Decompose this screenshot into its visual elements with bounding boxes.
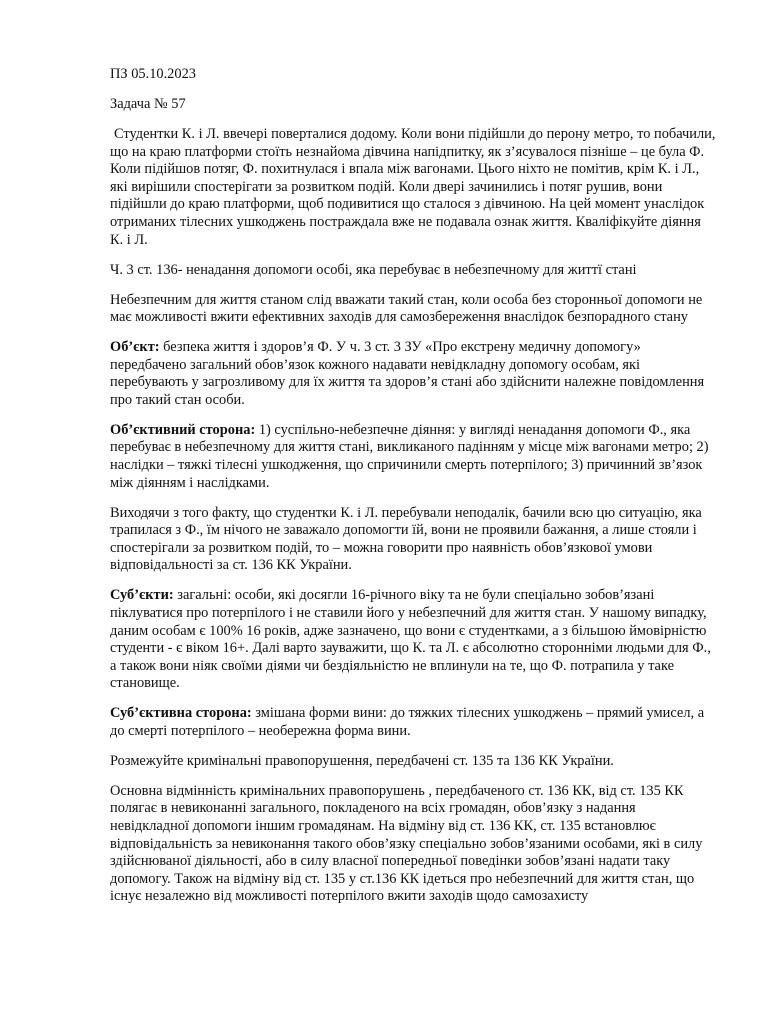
article-line: Ч. 3 ст. 136- ненадання допомоги особі, яка перебуває в небезпечному для життї стані — [110, 261, 637, 278]
task-text: Студентки К. і Л. ввечері поверталися додому. Коли вони підійшли до перону метро, то побачили, що на краю платформи стоїть незнайома дівчина напідпитку, як з’ясувалося пізніше – це була Ф. Коли підійшов потяг, Ф. похитнулася і впала між вагонами. Цього ніхто не помітив, крім К. і Л., які вирішили спостерігати за розвитком подій. Коли двері зачинились і потяг рушив, вони підійшли до краю платформи, щоб подивитися що сталося з дівчиною. На цей момент унаслідок отриманих тілесних ушкоджень постраждала вже не подавала ознак життя. Кваліфікуйте діяння К. і Л. — [110, 125, 716, 248]
objective-side-text: 1) суспільно-небезпечне діяння: у вигляді ненадання допомоги Ф., яка перебуває в небезпечному для життя стані, викликаного падінням у місце між вагонами метро; 2) наслідки – тяжкі тілесні ушкодження, що спричинили смерть потерпілого; 3) причинний зв’язок між діянням і наслідками. — [110, 421, 709, 491]
answer-2: Основна відмінність кримінальних правопорушень , передбаченого ст. 136 КК, від ст. 135 КК полягає в невиконанні загального, покладеного на всіх громадян, обов’язку з надання невідкладної допомоги іншим громадянам. На відміну від ст. 136 КК, ст. 135 встановлює відповідальність за невиконання такого обов’язку спеціально зобов’язаними особами, які в силу здійснюваної діяльності, або в силу власної попередньої поведінки зобов’язані надати таку допомогу. Також на відміну від ст. 135 у ст.136 КК ідеться про небезпечний для життя стан, що існує незалежно від можливості потерпілого вжити заходів щодо самозахисту — [110, 782, 703, 905]
object-text: безпека життя і здоров’я Ф. У ч. 3 ст. 3 ЗУ «Про екстрену медичну допомогу» передбачено загальний обов’язок кожного надавати невідкладну допомогу особам, які перебувають у загрозливому для їх життя та здоров’я стані або здійснити належне повідомлення про такий стан особи. — [110, 339, 705, 408]
objective-side-paragraph — [110, 422, 716, 492]
subjects-text: загальні: особи, які досягли 16-річного віку та не були спеціально зобов’язані піклуватися про потерпілого і не ставили його у небезпечний для життя стан. У нашому випадку, даним особам є 100% 16 років, адже зазначено, що вони є студентками, а з більшою ймовірністю студенти - є віком 16+. Далі варто зауважити, що К. та Л. є абсолютно сторонніми людьми для Ф., а також вони ніяк своїми діями чи бездіяльністю не вплинули на те, що Ф. потрапила у таке становище. — [110, 587, 711, 692]
object-label: Об’єкт: — [110, 339, 160, 356]
subjective-side-paragraph — [110, 705, 716, 740]
subjects-paragraph — [110, 587, 716, 693]
objective-side-label: Об’єктивний сторона: — [110, 421, 256, 438]
subjects-label: Суб’єкти: — [110, 587, 174, 604]
object-paragraph — [110, 339, 716, 409]
subjective-side-label: Суб’єктивна сторона: — [110, 705, 252, 722]
date-line: ПЗ 05.10.2023 — [110, 66, 196, 82]
subjective-side-text: змішана форми вини: до тяжких тілесних ушкоджень – прямий умисел, а до смерті потерпілого – необережна форма вини. — [110, 705, 705, 739]
task-title: Задача № 57 — [110, 95, 186, 112]
question-2: Розмежуйте кримінальні правопорушення, передбачені ст. 135 та 136 КК України. — [110, 752, 614, 769]
definition-paragraph: Небезпечним для життя станом слід вважати такий стан, коли особа без сторонньої допомоги не має можливості вжити ефективних заходів для самозбереження внаслідок безпорадного стану — [110, 291, 703, 326]
document-page — [110, 66, 716, 918]
reasoning-paragraph: Виходячи з того факту, що студентки К. і Л. перебували неподалік, бачили всю цю ситуацію, яка трапилася з Ф., їм нічого не заважало допомогти їй, вони не проявили бажання, а лише стояли і спостерігали за розвитком подій, то – можна говорити про наявність обов’язкової умови відповідальності за ст. 136 КК України. — [110, 504, 702, 574]
